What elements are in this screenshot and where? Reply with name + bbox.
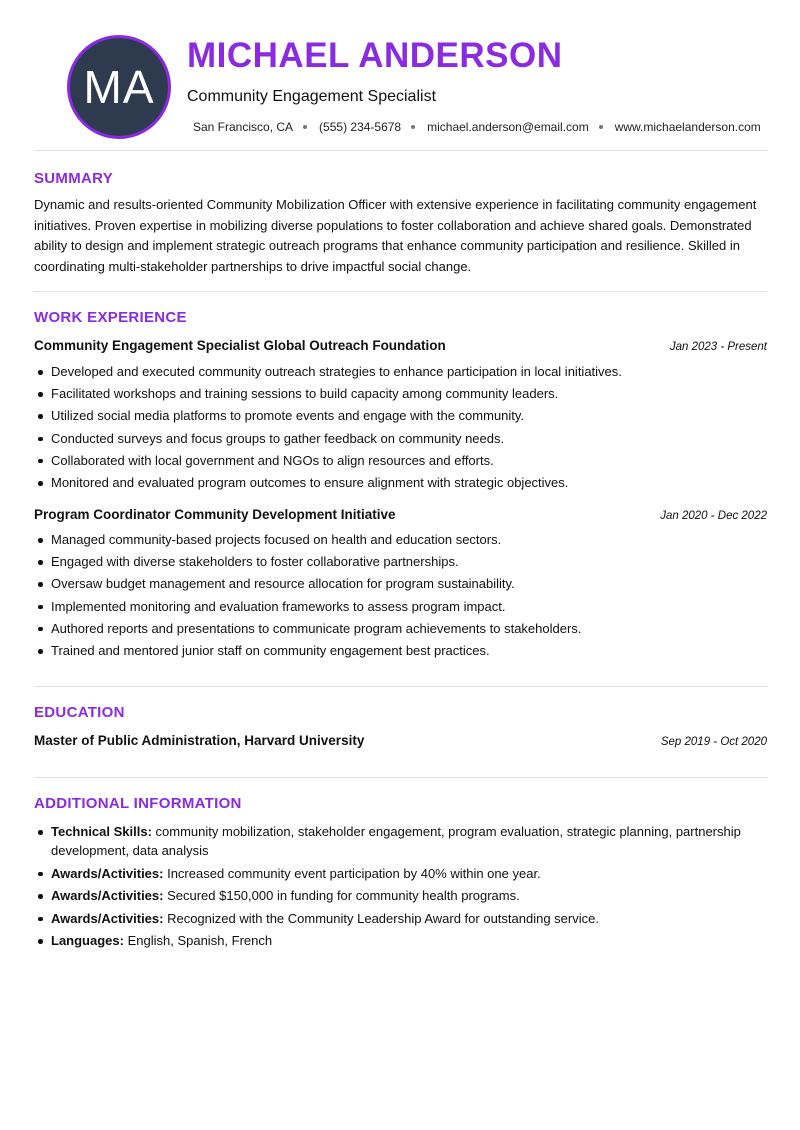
avatar <box>67 35 171 139</box>
list-item: Authored reports and presentations to communicate program achievements to stakeholders. <box>34 618 774 640</box>
education-entry <box>34 733 767 748</box>
list-item: Utilized social media platforms to promote events and engage with the community. <box>34 405 774 427</box>
info-label: Awards/Activities: <box>51 910 164 926</box>
contact-location: San Francisco, CA <box>193 120 294 134</box>
education-dates: Sep 2019 - Oct 2020 <box>660 736 767 748</box>
list-item: Oversaw budget management and resource allocation for program sustainability. <box>34 573 774 595</box>
resume-header <box>33 0 767 150</box>
section-divider <box>34 686 767 687</box>
job-bullets <box>34 529 774 662</box>
list-item: Trained and mentored junior staff on community engagement best practices. <box>34 640 774 662</box>
job-title: Program Coordinator Community Development Initiative <box>34 507 396 522</box>
experience-heading: WORK EXPERIENCE <box>34 309 187 326</box>
section-divider <box>34 150 767 151</box>
job-dates: Jan 2023 - Present <box>669 341 767 353</box>
list-item: Developed and executed community outreach strategies to enhance participation in local initiatives. <box>34 361 774 383</box>
info-value: Secured $150,000 in funding for community health programs. <box>163 888 520 903</box>
list-item: Conducted surveys and focus groups to gather feedback on community needs. <box>34 428 774 450</box>
summary-heading: SUMMARY <box>34 170 114 187</box>
list-item: Monitored and evaluated program outcomes to ensure alignment with strategic objectives. <box>34 472 774 494</box>
contact-line <box>193 120 761 134</box>
info-value: Recognized with the Community Leadership Award for outstanding service. <box>163 910 599 926</box>
contact-website: www.michaelanderson.com <box>614 120 761 134</box>
list-item <box>34 864 774 883</box>
job-header <box>34 338 767 353</box>
list-item <box>34 909 774 928</box>
list-item <box>34 931 774 950</box>
info-value: Increased community event participation by 40% within one year. <box>163 865 541 881</box>
job-title: Community Engagement Specialist Global Outreach Foundation <box>34 338 446 353</box>
separator-dot-icon <box>599 125 603 129</box>
degree-title: Master of Public Administration, Harvard University <box>34 733 365 748</box>
list-item: Facilitated workshops and training sessions to build capacity among community leaders. <box>34 383 774 405</box>
info-label: Awards/Activities: <box>51 888 164 903</box>
list-item: Managed community-based projects focused on health and education sectors. <box>34 529 774 551</box>
avatar-initials: MA <box>83 61 155 113</box>
candidate-name: MICHAEL ANDERSON <box>187 36 563 75</box>
contact-phone: (555) 234-5678 <box>319 120 402 134</box>
info-label: Awards/Activities: <box>51 865 164 881</box>
list-item: Implemented monitoring and evaluation frameworks to assess program impact. <box>34 596 774 618</box>
list-item <box>34 822 774 860</box>
additional-list <box>34 822 774 954</box>
education-heading: EDUCATION <box>34 704 125 721</box>
list-item: Collaborated with local government and NGOs to align resources and efforts. <box>34 450 774 472</box>
job-bullets <box>34 361 774 494</box>
separator-dot-icon <box>303 125 307 129</box>
job-header <box>34 507 767 522</box>
contact-email: michael.anderson@email.com <box>427 120 589 134</box>
info-label: Languages: <box>51 933 124 948</box>
list-item <box>34 886 774 905</box>
info-value: English, Spanish, French <box>123 933 273 948</box>
section-divider <box>34 777 767 778</box>
list-item: Engaged with diverse stakeholders to foster collaborative partnerships. <box>34 551 774 573</box>
additional-heading: ADDITIONAL INFORMATION <box>34 795 242 812</box>
separator-dot-icon <box>411 125 415 129</box>
job-dates: Jan 2020 - Dec 2022 <box>660 510 767 522</box>
summary-text: Dynamic and results-oriented Community Mobilization Officer with extensive experience in facilitating community engagement initiatives. Proven expertise in mobilizing diverse populations to foster collaboration and achieve shared goals. Demonstrated ability to design and implement strategic outreach programs that enhance community participation and resilience. Skilled in coordinating multi-stakeholder partnerships to drive impactful social change. <box>34 197 757 274</box>
section-divider <box>34 291 767 292</box>
info-value: community mobilization, stakeholder engagement, program evaluation, strategic planning, partnership development, data analysis <box>51 824 741 858</box>
candidate-role: Community Engagement Specialist <box>187 88 437 105</box>
info-label: Technical Skills: <box>51 824 152 839</box>
